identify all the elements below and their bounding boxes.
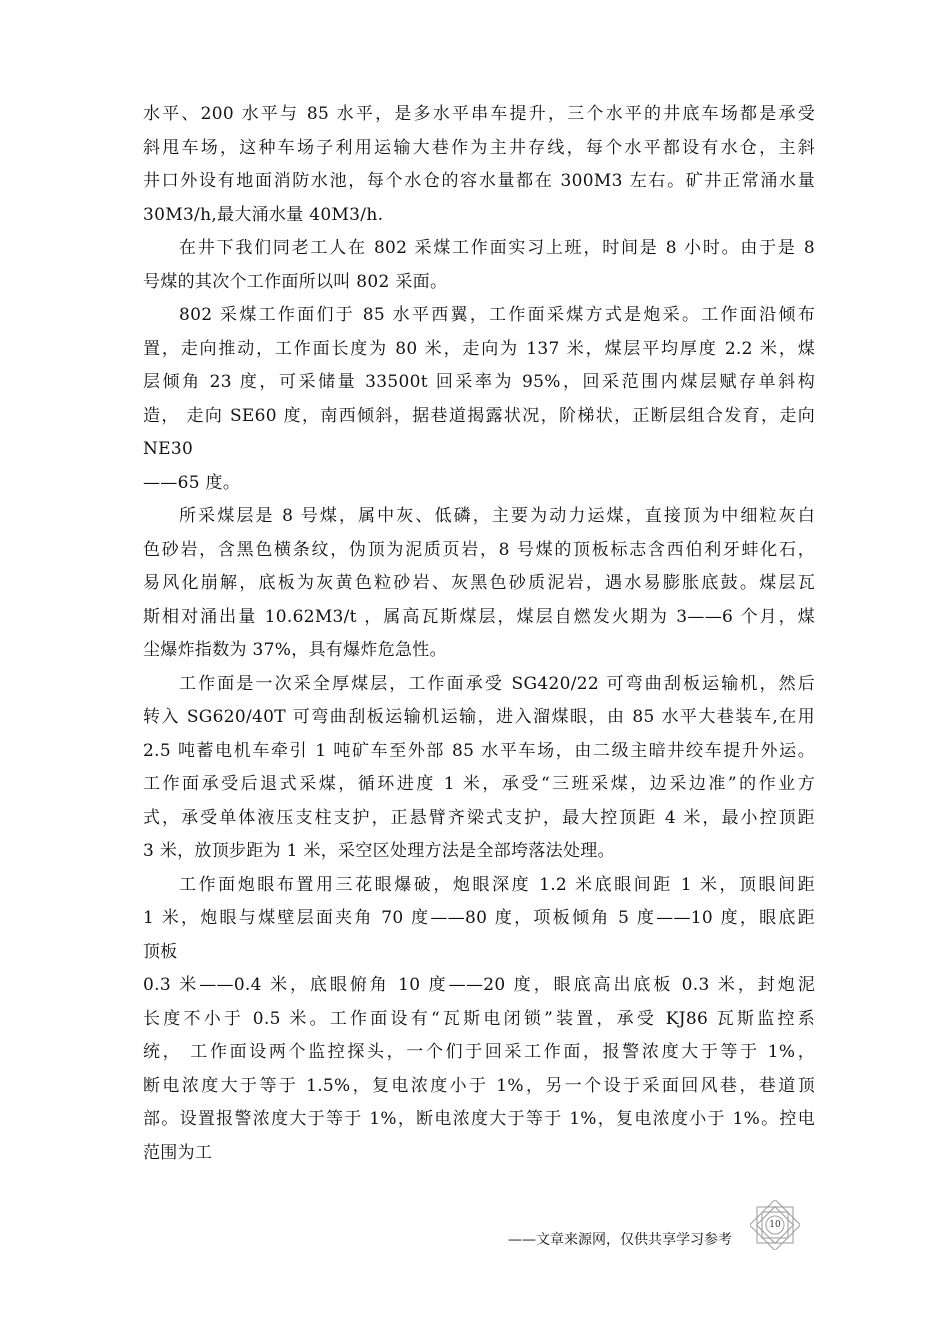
text-line: 工作面是一次采全厚煤层，工作面承受 SG420/22 可弯曲刮板运输机，然后 [179,673,815,694]
text-line: 范围为工 [143,1142,213,1163]
text-line: 井口外设有地面消防水池，每个水仓的容水量都在 300M3 左右。矿井正常涌水量 [143,171,815,191]
text-line: 工作面承受后退式采煤，循环进度 1 米，承受“三班采煤，边采边准”的作业方 [143,774,815,794]
text-line: 1 米，炮眼与煤壁层面夹角 70 度——80 度，项板倾角 5 度——10 度，眼底距 [143,908,815,928]
text-line: 0.3 米——0.4 米，底眼俯角 10 度——20 度，眼底高出底板 0.3 米，封炮泥 [143,975,815,995]
text-line: 尘爆炸指数为 37%，具有爆炸危急性。 [143,640,447,660]
text-line: 转入 SG620/40T 可弯曲刮板运输机运输，进入溜煤眼，由 85 水平大巷装车,在用 [143,707,815,727]
text-line: 2.5 吨蓄电机车牵引 1 吨矿车至外部 85 水平车场，由二级主暗井绞车提升外运。 [143,740,815,761]
text-line: 长度不小于 0.5 米。工作面设有“瓦斯电闭锁”装置，承受 KJ86 瓦斯监控系 [143,1008,815,1029]
text-line: 断电浓度大于等于 1.5%，复电浓度小于 1%，另一个设于采面回风巷，巷道顶 [143,1075,815,1096]
text-line: 色砂岩，含黑色横条纹，伪顶为泥质页岩，8 号煤的顶板标志含西伯利牙蚌化石， [143,539,815,560]
text-line: 式，承受单体液压支柱支护，正悬臂齐梁式支护，最大控顶距 4 米，最小控顶距 [143,807,815,828]
text-line: 顶板 [143,941,178,962]
text-line: 号煤的其次个工作面所以叫 802 采面。 [143,271,448,292]
body-text [143,98,815,1170]
text-line: 30M3/h,最大涌水量 40M3/h. [143,204,384,225]
text-line: 802 采煤工作面们于 85 水平西翼，工作面采煤方式是炮采。工作面沿倾布 [179,305,815,325]
text-line: 所采煤层是 8 号煤，属中灰、低磷，主要为动力运煤，直接顶为中细粒灰白 [179,506,815,526]
text-line: 工作面炮眼布置用三花眼爆破，炮眼深度 1.2 米底眼间距 1 米，顶眼间距 [179,874,815,895]
text-line: 水平、200 水平与 85 水平，是多水平串车提升，三个水平的井底车场都是承受 [143,104,815,124]
text-line: 造， 走向 SE60 度，南西倾斜，据巷道揭露状况，阶梯状，正断层组合发育，走向 [143,405,815,426]
text-line: 斜甩车场，这种车场子利用运输大巷作为主井存线，每个水平都设有水仓，主斜 [143,137,815,158]
text-line: 统， 工作面设两个监控探头，一个们于回采工作面，报警浓度大于等于 1%， [143,1042,815,1062]
text-line: NE30 [143,439,194,459]
page-number: 10 [769,1220,781,1230]
text-line: 易风化崩解，底板为灰黄色粒砂岩、灰黑色砂质泥岩，遇水易膨胀底鼓。煤层瓦 [143,573,815,593]
text-line: ——65 度。 [143,472,241,493]
text-line: 部。设置报警浓度大于等于 1%，断电浓度大于等于 1%，复电浓度小于 1%。控电 [143,1109,815,1129]
text-line: 3 米，放顶步距为 1 米，采空区处理方法是全部垮落法处理。 [143,841,615,861]
footer-source-text: ——文章来源网，仅供共享学习参考 [508,1232,732,1248]
text-line: 置，走向推动，工作面长度为 80 米，走向为 137 米，煤层平均厚度 2.2 米，煤 [143,338,815,359]
text-line: 在井下我们同老工人在 802 采煤工作面实习上班，时间是 8 小时。由于是 8 [179,238,815,258]
text-line: 斯相对涌出量 10.62M3/t ，属高瓦斯煤层，煤层自燃发火期为 3——6 个月，煤 [143,606,815,627]
text-line: 层倾角 23 度，可采储量 33500t 回采率为 95%，回采范围内煤层赋存单斜构 [143,372,815,392]
